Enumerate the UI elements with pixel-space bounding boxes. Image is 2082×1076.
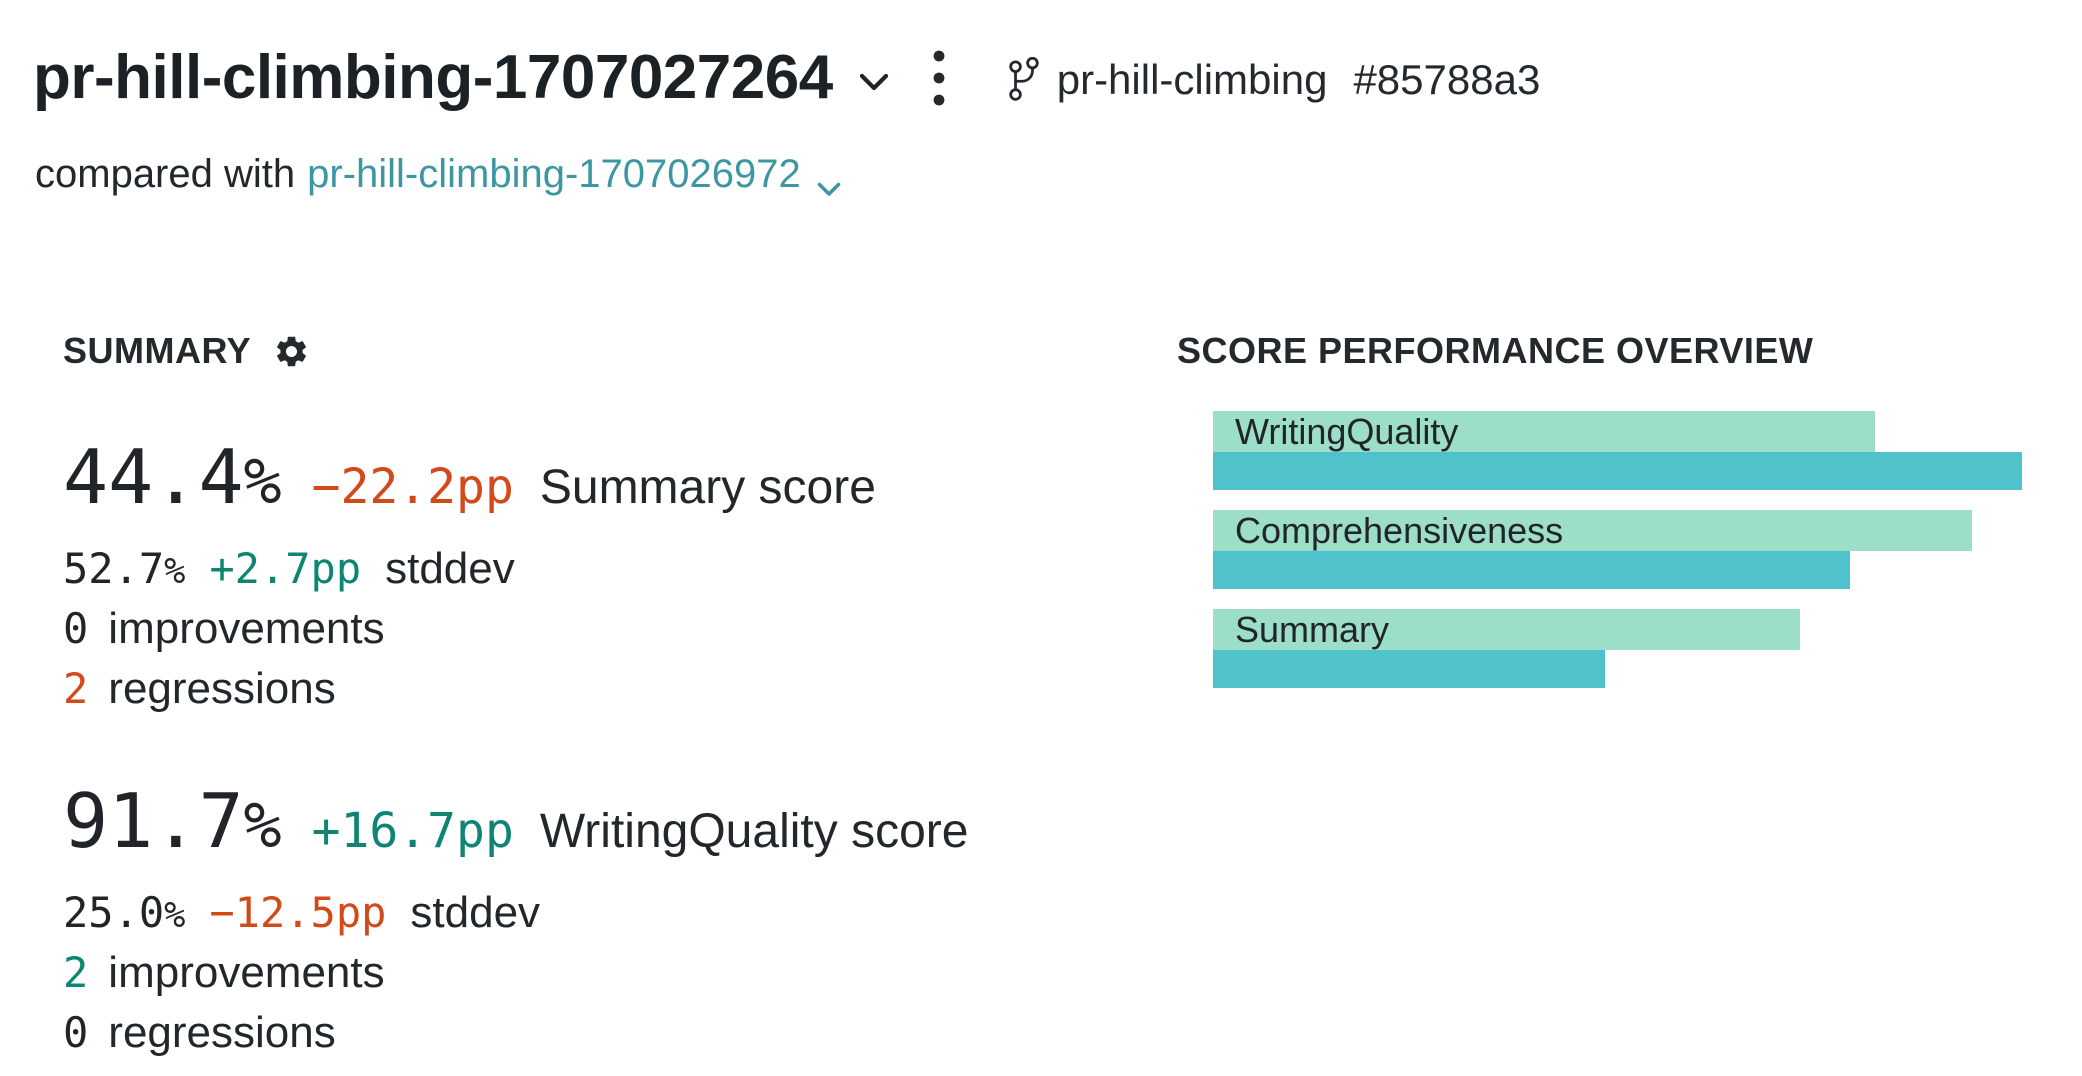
improvements-label: improvements — [108, 604, 385, 653]
summary-score-stat-block — [63, 433, 876, 713]
header — [33, 44, 1540, 112]
score-bar-group — [1213, 411, 2082, 490]
regressions-count: 0 — [63, 1008, 89, 1057]
summary-section-heading — [63, 330, 310, 372]
comparison-score-bar — [1213, 411, 1875, 452]
comparison-score-bar — [1213, 609, 1800, 650]
current-score-bar — [1213, 551, 1850, 589]
stddev-value: 52.7% — [63, 544, 186, 593]
regressions-label: regressions — [108, 664, 336, 713]
stddev-diff: −12.5pp — [209, 888, 387, 937]
score-bar-label: WritingQuality — [1235, 410, 1459, 452]
score-value: 44.4% — [63, 433, 282, 521]
score-label: WritingQuality score — [539, 805, 969, 858]
score-bar-group — [1213, 609, 2082, 688]
more-menu-icon[interactable] — [933, 48, 945, 112]
summary-heading-text: SUMMARY — [63, 330, 252, 371]
experiment-title[interactable]: pr-hill-climbing-1707027264 — [33, 43, 833, 112]
score-label: Summary score — [539, 461, 876, 514]
stddev-label: stddev — [385, 544, 515, 593]
comparison-switcher-chevron-icon[interactable] — [817, 160, 841, 208]
stddev-diff: +2.7pp — [209, 544, 362, 593]
experiment-switcher-chevron-icon[interactable] — [859, 73, 889, 97]
chart-section-heading — [1177, 330, 1813, 372]
git-branch-icon — [1007, 57, 1041, 103]
summary-settings-gear-icon[interactable] — [273, 333, 310, 370]
current-score-bar — [1213, 650, 1605, 688]
chart-heading-text: SCORE PERFORMANCE OVERVIEW — [1177, 330, 1814, 371]
improvements-label: improvements — [108, 948, 385, 997]
stddev-label: stddev — [410, 888, 541, 937]
writingquality-score-stat-block — [63, 777, 969, 1057]
comparison-score-bar — [1213, 510, 1972, 551]
commit-hash: #85788a3 — [1353, 56, 1541, 103]
score-value: 91.7% — [63, 777, 282, 865]
improvements-count: 0 — [63, 604, 89, 653]
score-bar-label: Comprehensiveness — [1235, 509, 1564, 551]
score-diff: +16.7pp — [311, 803, 514, 859]
comparison-experiment-link[interactable]: pr-hill-climbing-1707026972 — [307, 152, 801, 196]
compared-with-row — [35, 150, 841, 208]
regressions-label: regressions — [108, 1008, 336, 1057]
score-diff: −22.2pp — [311, 459, 514, 515]
score-bar-group — [1213, 510, 2082, 589]
current-score-bar — [1213, 452, 2022, 490]
regressions-count: 2 — [63, 664, 89, 713]
score-bar-label: Summary — [1235, 608, 1390, 650]
compared-with-label: compared with — [35, 152, 296, 196]
stddev-value: 25.0% — [63, 888, 186, 937]
improvements-count: 2 — [63, 948, 89, 997]
branch-link[interactable] — [1007, 56, 1541, 104]
branch-name: pr-hill-climbing — [1056, 56, 1328, 103]
score-bars — [1213, 411, 2082, 708]
